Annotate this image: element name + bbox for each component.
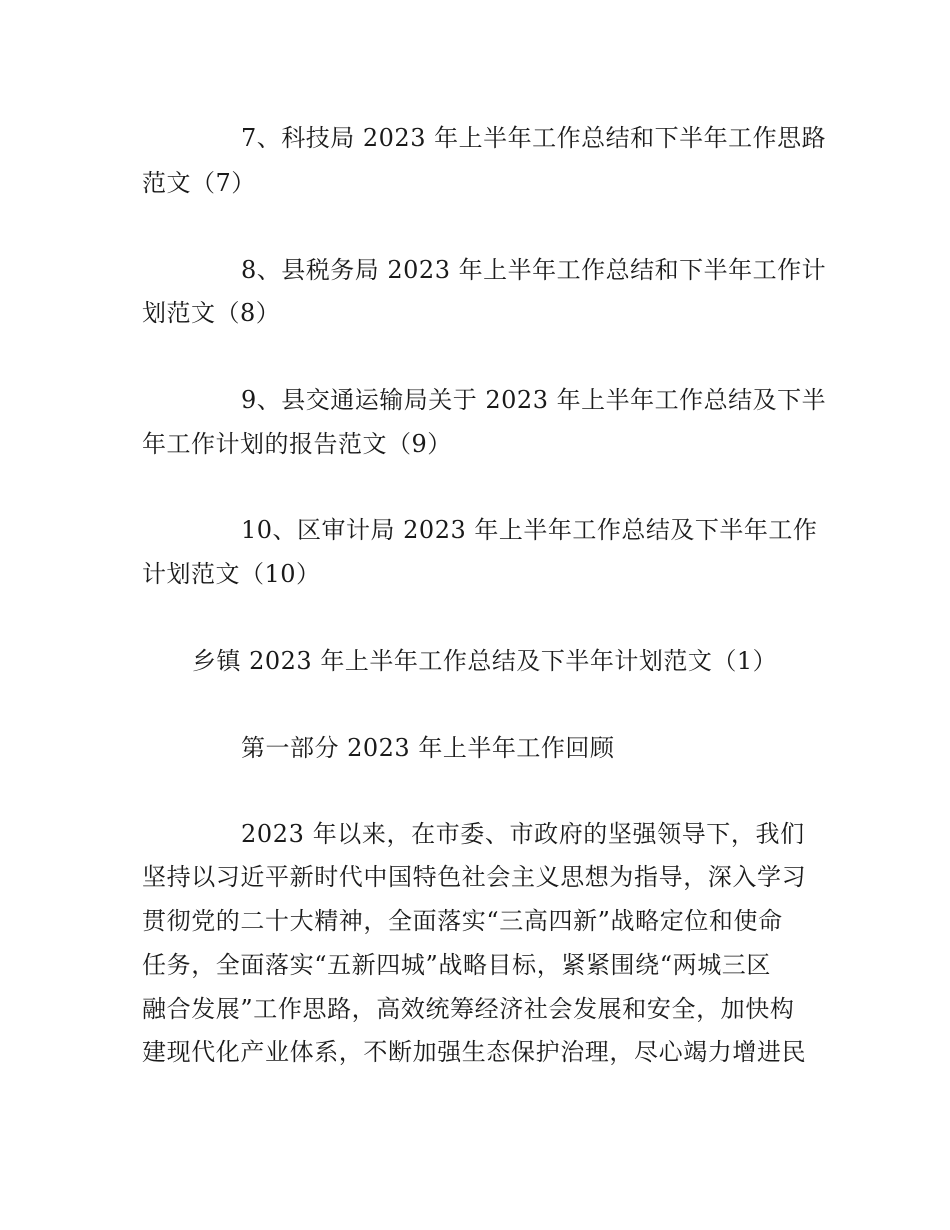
toc-item-7-line1: 7、科技局 2023 年上半年工作总结和下半年工作思路	[241, 124, 827, 152]
body-line: 任务，全面落实“五新四城”战略目标，紧紧围绕“两城三区	[142, 951, 772, 979]
body-line: 2023 年以来，在市委、市政府的坚强领导下，我们	[241, 820, 805, 848]
article-title: 乡镇 2023 年上半年工作总结及下半年计划范文（1）	[192, 647, 778, 675]
toc-item-9-line2: 年工作计划的报告范文（9）	[142, 430, 452, 458]
body-line: 融合发展”工作思路，高效统筹经济社会发展和安全，加快构	[142, 995, 795, 1023]
body-line: 建现代化产业体系，不断加强生态保护治理，尽心竭力增进民	[142, 1038, 807, 1066]
toc-item-8-line1: 8、县税务局 2023 年上半年工作总结和下半年工作计	[241, 256, 827, 284]
toc-item-7-line2: 范文（7）	[142, 169, 256, 197]
section-heading: 第一部分 2023 年上半年工作回顾	[241, 734, 615, 762]
body-line: 坚持以习近平新时代中国特色社会主义思想为指导，深入学习	[142, 863, 807, 891]
toc-item-9-line1: 9、县交通运输局关于 2023 年上半年工作总结及下半	[241, 386, 827, 414]
body-line: 贯彻党的二十大精神，全面落实“三高四新”战略定位和使命	[142, 907, 783, 935]
toc-item-8-line2: 划范文（8）	[142, 299, 281, 327]
toc-item-10-line1: 10、区审计局 2023 年上半年工作总结及下半年工作	[241, 516, 818, 544]
toc-item-10-line2: 计划范文（10）	[142, 560, 321, 588]
